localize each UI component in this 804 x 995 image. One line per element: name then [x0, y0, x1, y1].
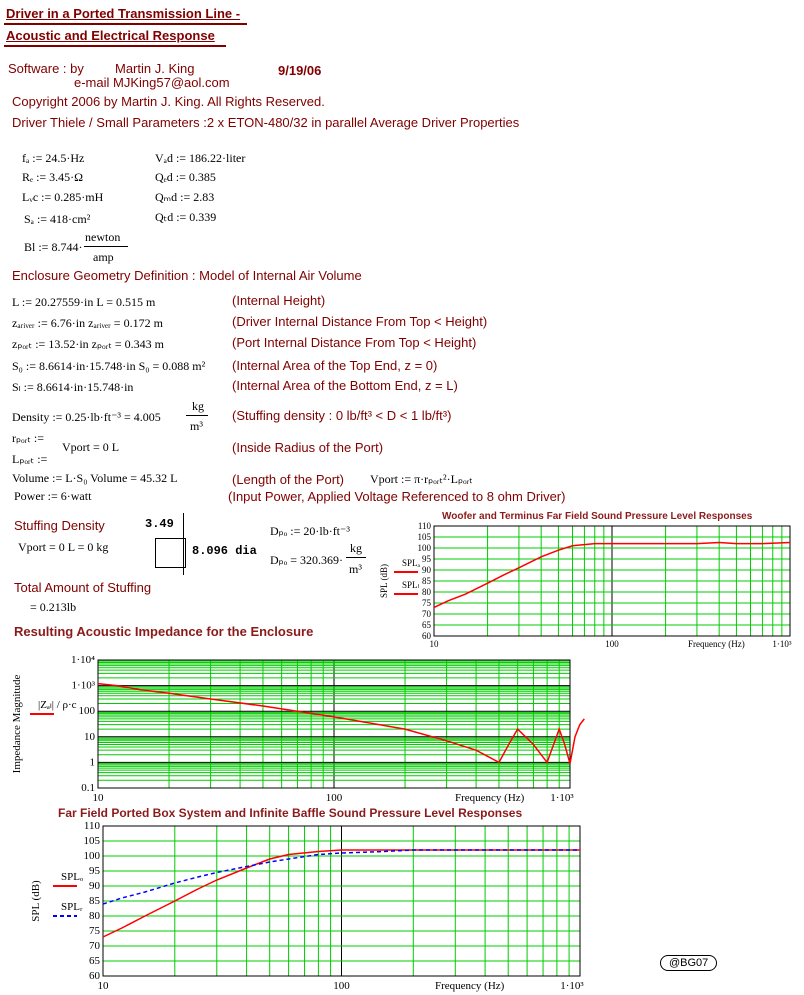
- legend-label: SPLᵣ: [61, 901, 83, 913]
- param-qmd: Qₘd := 2.83: [155, 190, 215, 204]
- x-axis-label: Frequency (Hz): [688, 639, 745, 649]
- y-tick-label: 85: [422, 576, 431, 586]
- param-fd: fₐ := 24.5·Hz: [22, 151, 85, 165]
- x-tick-label: 100: [325, 792, 343, 804]
- dpo-den: m³: [349, 562, 362, 576]
- email: e-mail MJKing57@aol.com: [74, 75, 230, 90]
- x-tick-label: 1·10³: [772, 639, 792, 649]
- geom-rport: rₚₒᵣₜ :=: [12, 431, 44, 445]
- note-driver-distance: (Driver Internal Distance From Top < Height): [232, 314, 488, 329]
- x-tick-label: 10: [429, 639, 439, 649]
- y-tick-label: 75: [89, 925, 100, 937]
- legend-label: |Zₐₗ| / ρ·c: [38, 699, 77, 711]
- chart3-ported-box-spl: [25, 818, 600, 993]
- y-tick-label: 100: [83, 850, 100, 862]
- title-line-2: Acoustic and Electrical Response: [6, 28, 215, 43]
- dpo-value: Dₚₒ = 320.369·: [270, 553, 344, 567]
- note-internal-height: (Internal Height): [232, 293, 326, 308]
- param-bl-den: amp: [93, 250, 114, 264]
- geom-zdriver: zₐᵣᵢᵥₑᵣ := 6.76·in zₐᵣᵢᵥₑᵣ = 0.172 m: [12, 316, 163, 330]
- y-tick-label: 70: [422, 609, 431, 619]
- x-axis-label: Frequency (Hz): [455, 792, 525, 804]
- y-tick-label: 65: [89, 955, 100, 967]
- note-top-area: (Internal Area of the Top End, z = 0): [232, 358, 438, 373]
- y-tick-label: 0.1: [81, 782, 95, 794]
- vport-formula: Vport := π·rₚₒᵣₜ²·Lₚₒᵣₜ: [370, 472, 473, 486]
- geom-volume: Volume := L·S₀ Volume = 45.32 L: [12, 471, 178, 485]
- geom-density-den: m³: [190, 419, 203, 433]
- x-tick-label: 100: [333, 980, 350, 992]
- y-tick-label: 1·10⁴: [71, 654, 95, 666]
- total-stuffing-value: = 0.213lb: [30, 600, 77, 614]
- stuffing-dia: 8.096 dia: [192, 544, 257, 558]
- driver-description: Driver Thiele / Small Parameters :2 x ETON-480/32 in parallel Average Driver Properties: [12, 115, 520, 130]
- y-tick-label: 95: [89, 865, 100, 877]
- y-tick-label: 105: [417, 532, 431, 542]
- geom-density-num: kg: [192, 399, 204, 413]
- y-tick-label: 90: [422, 565, 431, 575]
- dpo-fraction-bar: [346, 557, 366, 558]
- geom-density-fraction-bar: [186, 415, 208, 416]
- y-tick-label: 65: [422, 620, 431, 630]
- geom-density: Density := 0.25·lb·ft⁻³ = 4.005: [12, 410, 161, 424]
- note-port-length: (Length of the Port): [232, 472, 345, 487]
- geom-L: L := 20.27559·in L = 0.515 m: [12, 295, 156, 309]
- chart3-title: Far Field Ported Box System and Infinite Baffle Sound Pressure Level Responses: [58, 806, 523, 820]
- geom-zport: zₚₒᵣₜ := 13.52·in zₚₒᵣₜ = 0.343 m: [12, 337, 164, 351]
- y-axis-label: SPL (dB): [30, 880, 42, 922]
- y-tick-label: 60: [89, 970, 100, 982]
- y-tick-label: 80: [89, 910, 100, 922]
- impedance-section-title: Resulting Acoustic Impedance for the Enclosure: [14, 624, 314, 639]
- y-tick-label: 1·10³: [71, 679, 95, 692]
- legend-label: SPLₒ: [61, 871, 84, 883]
- geom-SL: Sₗ := 8.6614·in·15.748·in: [12, 380, 134, 394]
- x-tick-label: 1·10³: [550, 792, 574, 804]
- param-vad: Vₐd := 186.22·liter: [155, 151, 246, 165]
- y-tick-label: 1: [89, 756, 95, 769]
- chart2-acoustic-impedance: [5, 650, 595, 810]
- chart1-woofer-terminus-spl: [370, 520, 800, 655]
- legend-label: SPLₗ: [402, 580, 420, 590]
- y-tick-label: 105: [83, 835, 100, 847]
- geometry-section-title: Enclosure Geometry Definition : Model of Internal Air Volume: [12, 268, 362, 283]
- note-port-radius: (Inside Radius of the Port): [232, 440, 384, 455]
- param-sd: Sₐ := 418·cm²: [24, 212, 91, 226]
- y-tick-label: 90: [89, 880, 100, 892]
- stuffing-vport: Vport = 0 L = 0 kg: [18, 540, 109, 554]
- geom-power: Power := 6·watt: [14, 489, 92, 503]
- bg07-badge: @BG07: [660, 955, 717, 971]
- param-bl: Bl := 8.744·: [24, 240, 83, 254]
- param-qed: Qₑd := 0.385: [155, 170, 216, 184]
- y-tick-label: 100: [78, 705, 95, 718]
- x-tick-label: 10: [97, 980, 109, 992]
- title-line-1: Driver in a Ported Transmission Line -: [6, 6, 241, 21]
- param-bl-fraction-bar: [84, 246, 128, 247]
- y-tick-label: 75: [422, 598, 431, 608]
- stuffing-title: Stuffing Density: [14, 518, 105, 533]
- copyright: Copyright 2006 by Martin J. King. All Rights Reserved.: [12, 94, 325, 109]
- y-tick-label: 110: [83, 820, 100, 832]
- y-axis-label: Impedance Magnitude: [11, 674, 23, 774]
- date: 9/19/06: [278, 63, 322, 78]
- param-qtd: Qₜd := 0.339: [155, 210, 217, 224]
- y-axis-label: SPL (dB): [379, 564, 389, 598]
- title-underline-1: [4, 23, 247, 25]
- y-tick-label: 85: [89, 895, 100, 907]
- x-tick-label: 100: [605, 639, 619, 649]
- dpo-def: Dₚₒ := 20·lb·ft⁻³: [270, 524, 350, 538]
- legend-label: SPLₐ: [402, 558, 420, 568]
- x-tick-label: 1·10³: [560, 980, 584, 992]
- title-underline-2: [4, 45, 226, 47]
- dpo-num: kg: [350, 541, 362, 555]
- x-axis-label: Frequency (Hz): [435, 980, 505, 992]
- author: Martin J. King: [115, 61, 195, 76]
- geom-vport: Vport = 0 L: [62, 440, 120, 454]
- y-tick-label: 10: [84, 730, 95, 743]
- chart1-title: Woofer and Terminus Far Field Sound Pressure Level Responses: [442, 511, 753, 522]
- note-stuffing-density: (Stuffing density : 0 lb/ft³ < D < 1 lb/ft³): [232, 408, 452, 423]
- y-tick-label: 95: [422, 554, 431, 564]
- stuffing-value: 3.49: [145, 517, 174, 531]
- y-tick-label: 70: [89, 940, 100, 952]
- software-label: Software : by: [8, 61, 84, 76]
- geom-lport: Lₚₒᵣₜ :=: [12, 452, 48, 466]
- stuffing-box: [155, 538, 186, 568]
- y-tick-label: 80: [422, 587, 431, 597]
- note-port-distance: (Port Internal Distance From Top < Height): [232, 335, 477, 350]
- note-bottom-area: (Internal Area of the Bottom End, z = L): [232, 378, 458, 393]
- note-input-power: (Input Power, Applied Voltage Referenced to 8 ohm Driver): [228, 489, 566, 504]
- y-tick-label: 100: [417, 543, 431, 553]
- y-tick-label: 110: [417, 521, 431, 531]
- param-re: Rₑ := 3.45·Ω: [22, 170, 84, 184]
- param-lvc: Lᵥc := 0.285·mH: [22, 190, 104, 204]
- geom-S0: S₀ := 8.6614·in·15.748·in S₀ = 0.088 m²: [12, 359, 206, 373]
- param-bl-num: newton: [85, 230, 121, 244]
- total-stuffing-title: Total Amount of Stuffing: [14, 580, 152, 595]
- x-tick-label: 10: [92, 792, 104, 804]
- y-tick-label: 60: [422, 631, 431, 641]
